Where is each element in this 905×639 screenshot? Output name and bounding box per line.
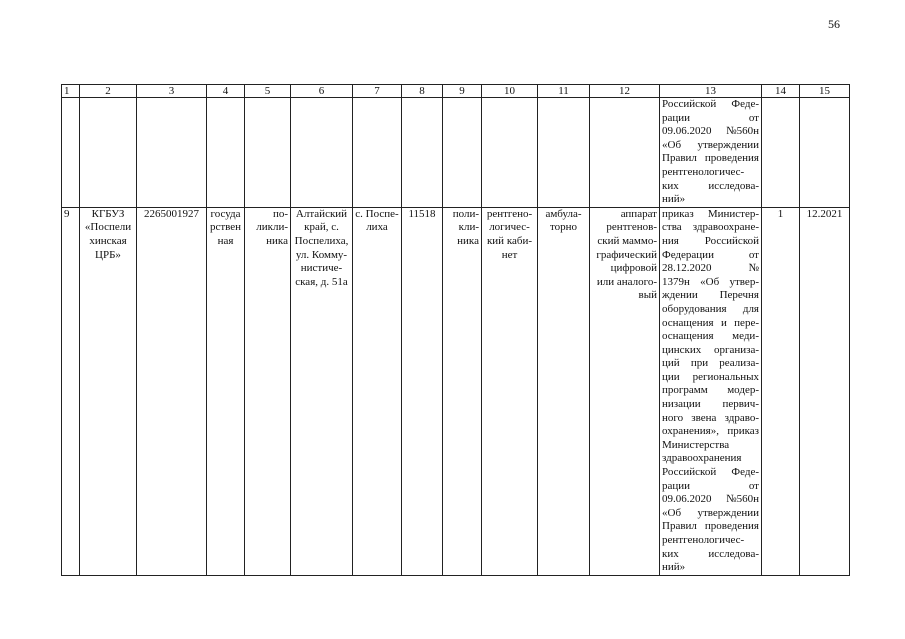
word: модер-	[727, 384, 759, 397]
empty-cell	[80, 98, 137, 208]
text-line	[662, 384, 759, 398]
text-line: ский маммо-	[597, 234, 657, 247]
row-number: 9	[62, 207, 80, 575]
word: здравоохране-	[692, 221, 759, 234]
text-line: вый	[638, 289, 657, 302]
code: 11518	[402, 207, 443, 575]
text-line: ника	[266, 234, 288, 247]
word: Министер-	[707, 207, 759, 220]
word: оборудования	[662, 302, 727, 315]
text-line: КГБУЗ	[91, 207, 125, 220]
text-line: цифровой	[610, 262, 657, 275]
page-number: 56	[828, 17, 840, 31]
word: утвер-	[729, 275, 759, 288]
word: при	[690, 357, 709, 370]
word: охранения»,	[662, 425, 719, 438]
text-line: с. Поспе-	[355, 207, 399, 220]
text-line: поли-	[452, 207, 479, 220]
text-line: госуда	[210, 207, 241, 220]
empty-cell	[402, 98, 443, 208]
text-line	[662, 344, 759, 358]
word: 09.06.2020	[662, 493, 712, 506]
empty-cell	[800, 98, 850, 208]
word: здраво-	[724, 411, 759, 424]
text-line	[662, 507, 759, 521]
text-line: кий каби-	[486, 234, 533, 247]
word: оснащения	[662, 330, 714, 343]
word: рации	[662, 111, 691, 124]
word: Перечня	[719, 289, 759, 302]
empty-cell	[482, 98, 538, 208]
inn: 2265001927	[137, 207, 207, 575]
text-line	[662, 276, 759, 290]
address	[291, 207, 353, 575]
basis-continued	[660, 98, 762, 208]
column-number: 13	[660, 85, 762, 98]
word: звена	[691, 411, 717, 424]
word: и	[720, 316, 727, 329]
empty-cell	[291, 98, 353, 208]
text-line	[662, 412, 759, 426]
room	[482, 207, 538, 575]
text-line: нет	[501, 248, 518, 261]
column-number: 14	[762, 85, 800, 98]
column-number: 4	[207, 85, 245, 98]
word: 09.06.2020	[662, 125, 712, 138]
locality	[353, 207, 402, 575]
word: «Об	[662, 138, 682, 151]
word: организа-	[713, 343, 759, 356]
table-row	[62, 207, 850, 575]
text-line: аппарат	[620, 207, 657, 220]
word: от	[748, 111, 759, 124]
word: ких	[662, 547, 679, 560]
word: №	[748, 262, 759, 275]
text-line	[662, 371, 759, 385]
word: Феде-	[731, 466, 759, 479]
unit-type	[245, 207, 291, 575]
word: Правил	[662, 520, 697, 533]
text-line	[662, 249, 759, 263]
text-line: ул. Комму-	[295, 248, 348, 261]
ownership-form	[207, 207, 245, 575]
empty-cell	[538, 98, 590, 208]
word: от	[748, 248, 759, 261]
text-line: рентгено-	[486, 207, 533, 220]
word: приказ	[662, 207, 694, 220]
column-number: 15	[800, 85, 850, 98]
register-table	[61, 84, 850, 576]
text-line	[662, 357, 759, 371]
word: утверждении	[697, 506, 759, 519]
text-line: торно	[549, 221, 578, 234]
column-number: 5	[245, 85, 291, 98]
date: 12.2021	[800, 207, 850, 575]
word: ства	[662, 221, 682, 234]
equipment	[590, 207, 660, 575]
continued-row	[62, 98, 850, 208]
word: «Об	[700, 275, 720, 288]
text-line: рентгенов-	[606, 221, 657, 234]
column-number-row	[62, 85, 850, 98]
text-line: ликли-	[256, 221, 288, 234]
text-line	[662, 425, 759, 439]
empty-cell	[353, 98, 402, 208]
text-line	[662, 180, 759, 194]
word: проведения	[704, 152, 759, 165]
text-line	[662, 112, 759, 126]
word: ции	[662, 370, 680, 383]
text-line: ская, д. 51а	[295, 275, 348, 288]
text-line	[662, 480, 759, 494]
empty-cell	[207, 98, 245, 208]
text-line: хинская	[89, 234, 127, 247]
text-line	[662, 398, 759, 412]
word: Российской	[704, 234, 759, 247]
text-line	[662, 466, 759, 480]
text-line: край, с.	[304, 221, 339, 234]
text-line	[662, 235, 759, 249]
word: ждении	[662, 289, 698, 302]
word: исследова-	[708, 547, 759, 560]
text-line: по-	[272, 207, 288, 220]
word: №560н	[726, 125, 759, 138]
text-line: нистиче-	[300, 262, 343, 275]
word: проведения	[704, 520, 759, 533]
text-line: или аналого-	[596, 275, 657, 288]
empty-cell	[443, 98, 482, 208]
word: ций	[662, 357, 680, 370]
word: утверждении	[697, 138, 759, 151]
empty-cell	[245, 98, 291, 208]
text-line: амбула-	[545, 207, 582, 220]
word: Российской	[662, 98, 717, 110]
text-line: «Поспели	[84, 221, 132, 234]
word: №560н	[726, 493, 759, 506]
empty-cell	[590, 98, 660, 208]
legal-basis	[660, 207, 762, 575]
word: ния	[662, 234, 679, 247]
text-line: кли-	[458, 221, 479, 234]
word: приказ	[727, 425, 759, 438]
text-line: рентгенологичес-	[662, 165, 745, 178]
text-line	[662, 330, 759, 344]
column-number: 11	[538, 85, 590, 98]
organization-name	[80, 207, 137, 575]
text-line	[662, 493, 759, 507]
text-line	[662, 317, 759, 331]
text-line	[662, 208, 759, 222]
word: Правил	[662, 152, 697, 165]
column-number: 1	[62, 85, 80, 98]
text-line	[662, 262, 759, 276]
word: оснащения	[662, 316, 714, 329]
word: 1379н	[662, 275, 690, 288]
text-line	[662, 548, 759, 562]
text-line: Министерства	[662, 438, 730, 451]
empty-cell	[762, 98, 800, 208]
text-line	[662, 289, 759, 303]
text-line	[662, 125, 759, 139]
column-number: 6	[291, 85, 353, 98]
text-line	[662, 520, 759, 534]
word: 28.12.2020	[662, 262, 712, 275]
word: Феде-	[731, 98, 759, 110]
column-number: 8	[402, 85, 443, 98]
text-line: ЦРБ»	[95, 248, 121, 261]
column-number: 9	[443, 85, 482, 98]
text-line: графический	[596, 248, 657, 261]
text-line: здравоохранения	[662, 452, 742, 465]
word: «Об	[662, 506, 682, 519]
empty-cell	[137, 98, 207, 208]
word: реализа-	[719, 357, 759, 370]
text-line: ная	[217, 234, 234, 247]
word: Федерации	[662, 248, 714, 261]
quantity: 1	[762, 207, 800, 575]
text-line	[662, 152, 759, 166]
column-number: 12	[590, 85, 660, 98]
word: региональных	[692, 370, 759, 383]
text-line: логичес-	[489, 221, 530, 234]
text-line: рствен	[209, 221, 242, 234]
column-number: 3	[137, 85, 207, 98]
word: программ	[662, 384, 708, 397]
text-line: лиха	[366, 221, 388, 234]
column-number: 2	[80, 85, 137, 98]
word: от	[748, 479, 759, 492]
text-line: Поспелиха,	[294, 234, 349, 247]
text-line: рентгенологичес-	[662, 534, 745, 546]
subdivision	[443, 207, 482, 575]
word: ного	[662, 411, 684, 424]
word: Российской	[662, 466, 717, 479]
column-number: 7	[353, 85, 402, 98]
text-line	[662, 221, 759, 235]
word: цинских	[662, 343, 702, 356]
word: пере-	[734, 316, 759, 329]
text-line	[662, 139, 759, 153]
word: ких	[662, 179, 679, 192]
column-number: 10	[482, 85, 538, 98]
text-line: Алтайский	[295, 207, 348, 220]
word: исследова-	[708, 179, 759, 192]
text-line	[662, 98, 759, 112]
text-line: ний»	[662, 561, 686, 574]
empty-cell	[62, 98, 80, 208]
text-line: ний»	[662, 193, 686, 206]
word: для	[742, 302, 759, 315]
word: меди-	[732, 330, 759, 343]
word: низации	[662, 398, 701, 411]
text-line	[662, 303, 759, 317]
care-form	[538, 207, 590, 575]
word: рации	[662, 479, 691, 492]
word: первич-	[722, 398, 759, 411]
text-line: ника	[457, 234, 479, 247]
